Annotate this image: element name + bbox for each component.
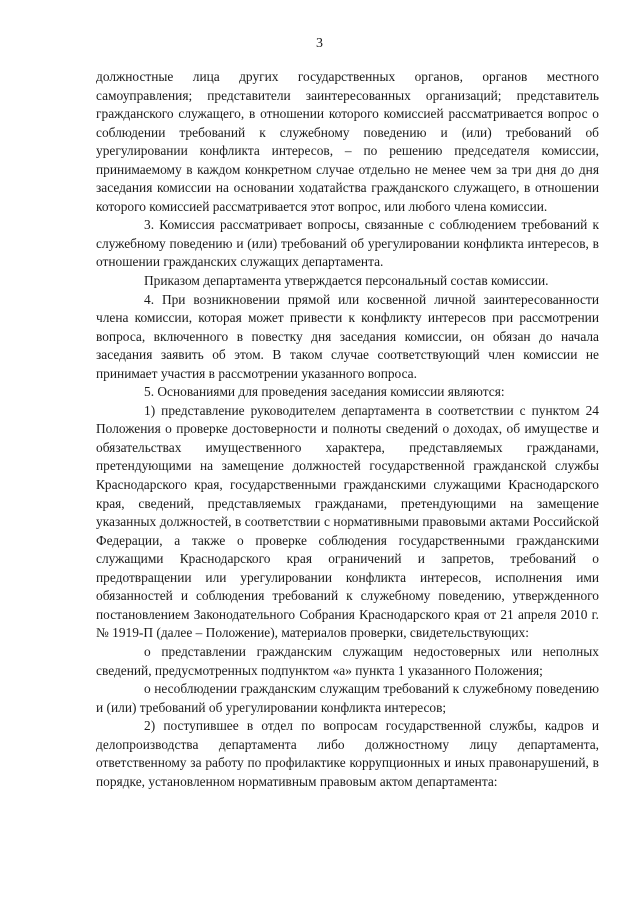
- document-body: [96, 68, 599, 791]
- paragraph-item-4: 4. При возникновении прямой или косвенной личной заинтересованности члена комиссии, которая может привести к конфликту интересов при рассмотрении вопроса, включенного в повестку дня заседания комиссии, он обязан до начала заседания заявить об этом. В таком случае соответствующий член комиссии не принимает участия в рассмотрении указанного вопроса.: [96, 291, 599, 381]
- paragraph-commission-composition: Приказом департамента утверждается персональный состав комиссии.: [144, 273, 549, 289]
- paragraph-participants: должностные лица других государственных органов, органов местного самоуправления; представители заинтересованных организаций; представитель гражданского служащего, в отношении которого комиссией рассматривается вопрос о соблюдении требований к служебному поведению и (или) требований об урегулировании конфликта интересов, – по решению председателя комиссии, принимаемому в каждом конкретном случае отдельно не менее чем за три дня до дня заседания комиссии на основании ходатайства гражданского служащего, в отношении которого комиссией рассматривается этот вопрос, или любого члена комиссии.: [96, 69, 599, 214]
- paragraph-non-compliance: о несоблюдении гражданским служащим требований к служебному поведению и (или) требований об урегулировании конфликта интересов;: [96, 681, 599, 715]
- paragraph-item-3: 3. Комиссия рассматривает вопросы, связанные с соблюдением требований к служебному поведению и (или) требований об урегулировании конфликта интересов, в отношении гражданских служащих департамента.: [96, 217, 599, 270]
- paragraph-item-5-1: 1) представление руководителем департамента в соответствии с пунктом 24 Положения о проверке достоверности и полноты сведений о доходах, об имуществе и обязательствах имущественного характера, представляемых гражданами, претендующими на замещение должностей государственной гражданской службы Краснодарского края, государственными гражданскими служащими Краснодарского края, сведений, представляемых гражданами, претендующими на замещение указанных должностей, в соответствии с нормативными правовыми актами Российской Федерации, а также о проверке соблюдения государственными гражданскими служащими Краснодарского края ограничений и запретов, требований о предотвращении или урегулировании конфликта интересов, исполнения ими обязанностей и соблюдения требований к служебному поведению, утвержденного постановлением Законодательного Собрания Краснодарского края от 21 апреля 2010 г. № 1919-П (далее – Положение), материалов проверки, свидетельствующих:: [96, 402, 599, 641]
- page-number: 3: [316, 36, 323, 51]
- paragraph-item-5: 5. Основаниями для проведения заседания комиссии являются:: [144, 384, 505, 400]
- paragraph-item-5-2: 2) поступившее в отдел по вопросам государственной службы, кадров и делопроизводства департамента либо должностному лицу департамента, ответственному за работу по профилактике коррупционных и иных правонарушений, в порядке, установленном нормативным правовым актом департамента:: [96, 718, 599, 789]
- paragraph-false-info: о представлении гражданским служащим недостоверных или неполных сведений, предусмотренных подпунктом «а» пункта 1 указанного Положения;: [96, 643, 599, 678]
